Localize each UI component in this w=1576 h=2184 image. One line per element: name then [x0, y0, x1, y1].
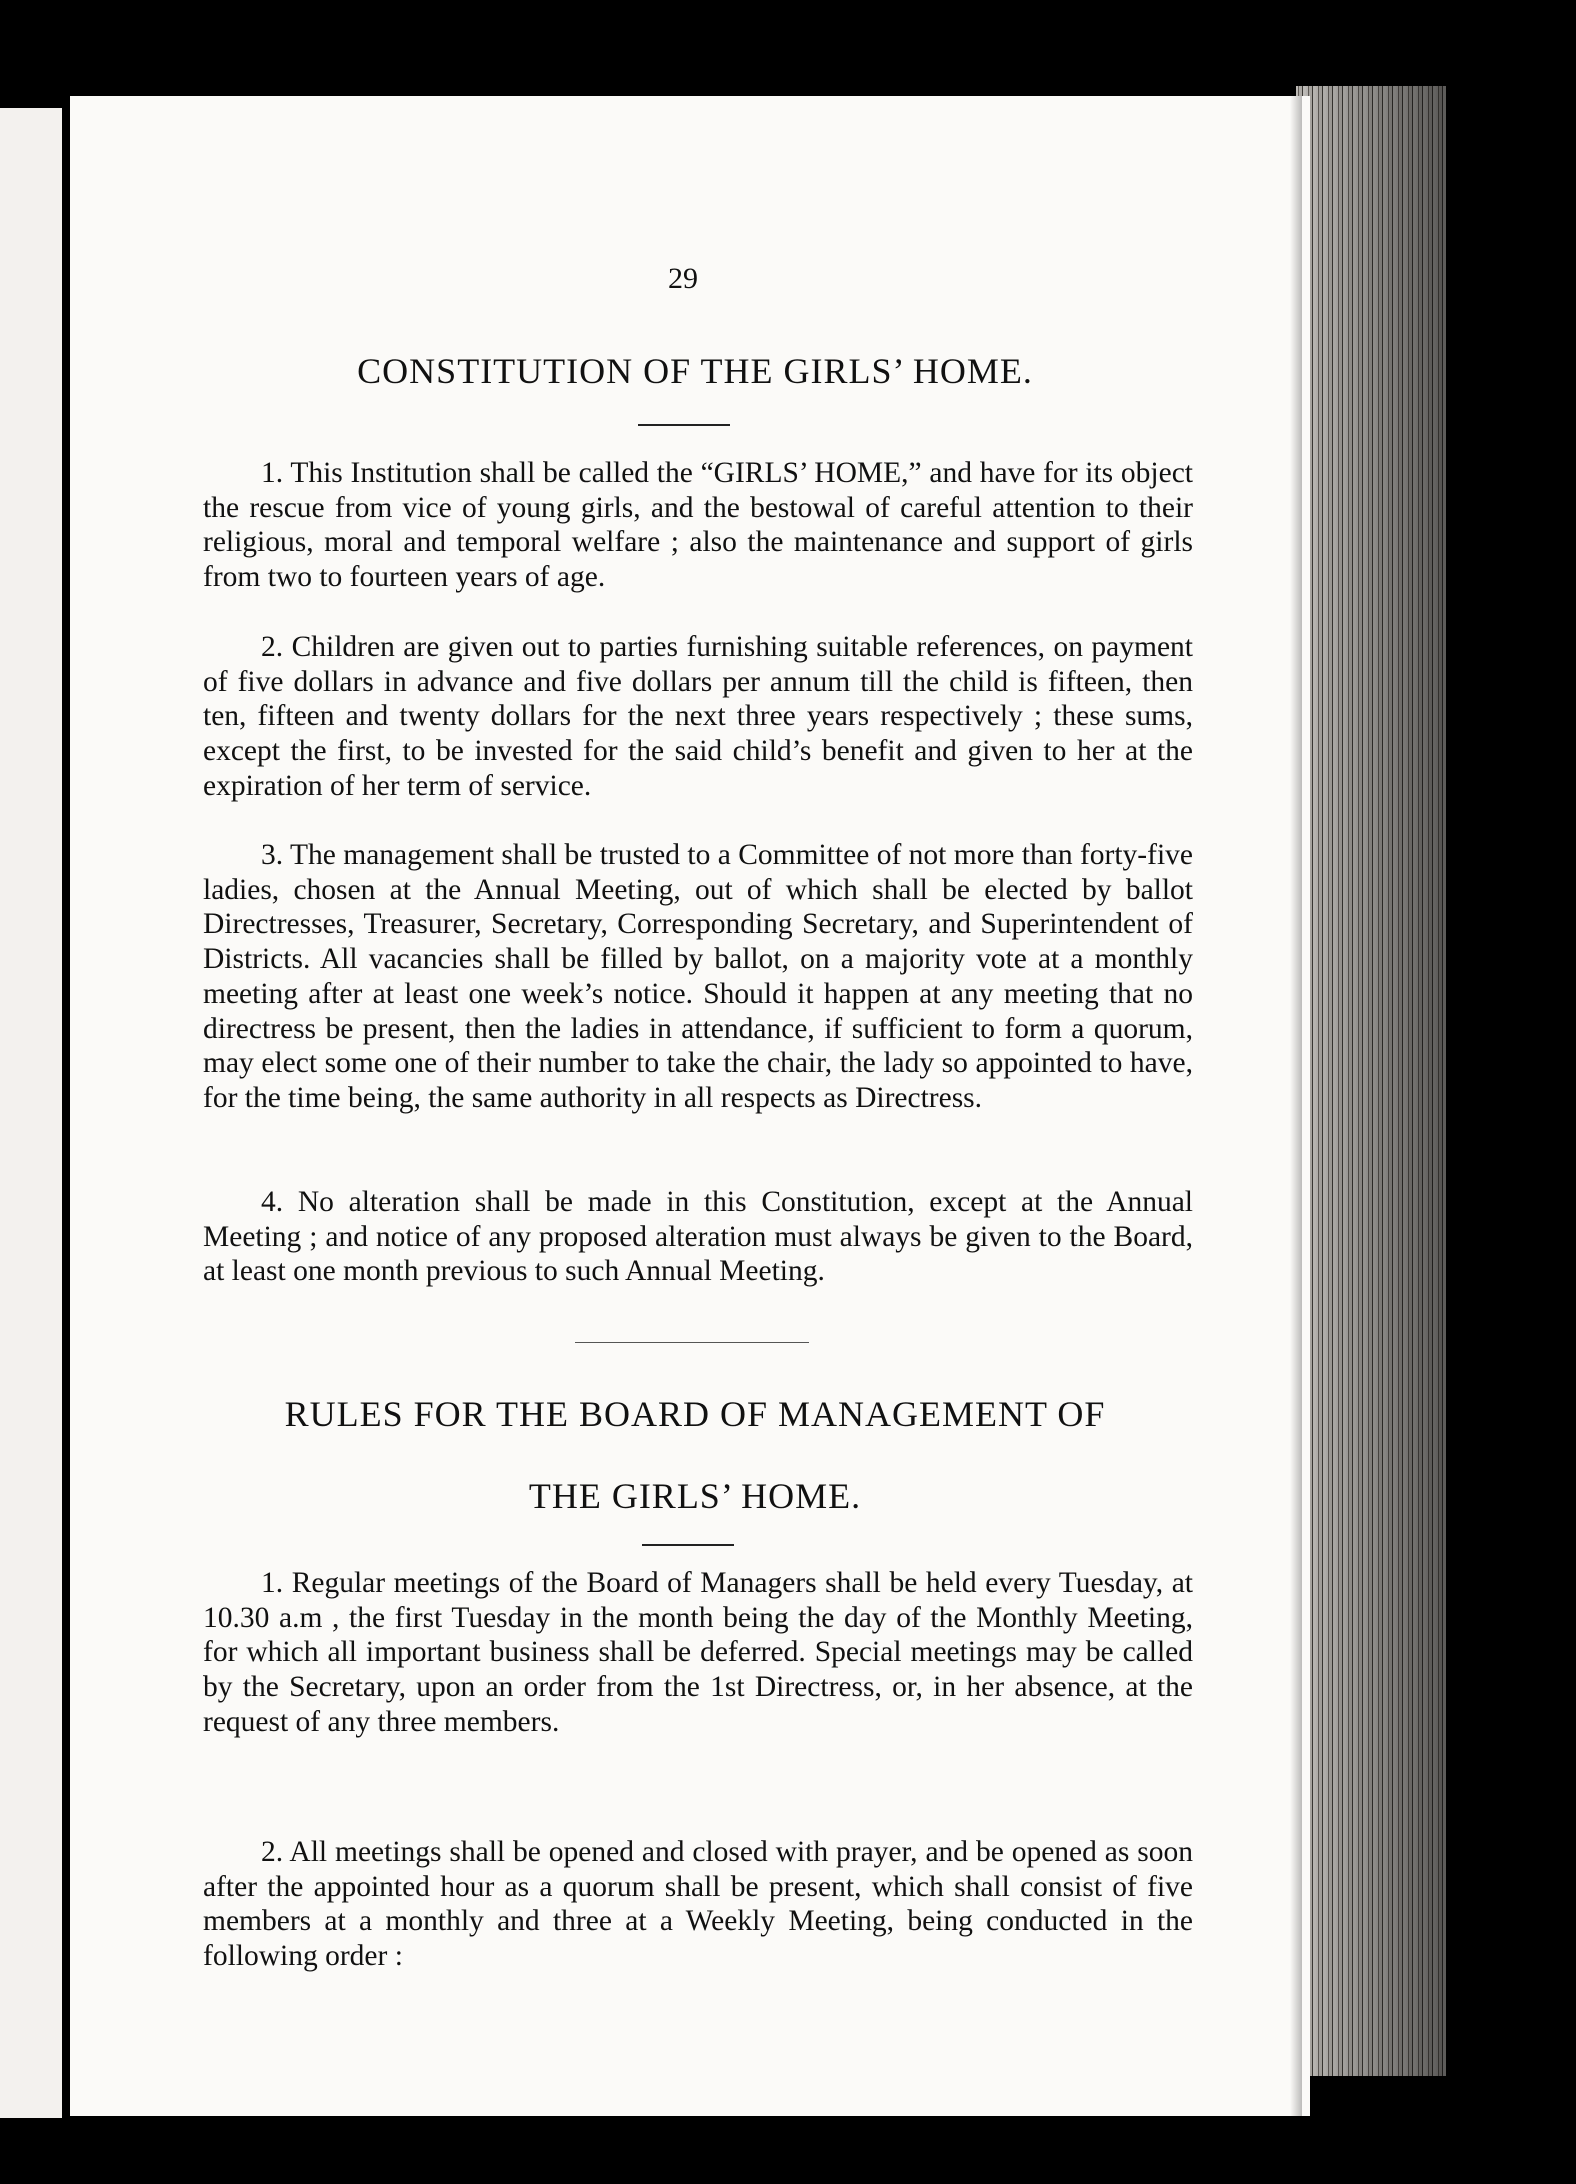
constitution-article-4: 4. No alteration shall be made in this Constitution, except at the Annual Meeting ; and notice of any proposed alteration must always be given to the Board, at least one month previous to such Annual Meeting.	[203, 1186, 1193, 1288]
page-edges-shadow	[1296, 86, 1446, 2076]
rules-title-line-2: THE GIRLS’ HOME.	[528, 1476, 862, 1516]
constitution-title: CONSTITUTION OF THE GIRLS’ HOME.	[357, 351, 1033, 391]
rule-1: 1. Regular meetings of the Board of Managers shall be held every Tuesday, at 10.30 a.m , the first Tuesday in the month being the day of the Monthly Meeting, for which all important business shall be deferred. Special meetings may be called by the Secretary, upon an order from the 1st Directress, or, in her absence, at the request of any three members.	[203, 1567, 1193, 1738]
previous-page-edge	[0, 108, 62, 2118]
constitution-article-1: 1. This Institution shall be called the “GIRLS’ HOME,” and have for its object the rescue from vice of young girls, and the bestowal of careful attention to their religious, moral and temporal welfare ; also the maintenance and support of girls from two to fourteen years of age.	[203, 457, 1193, 594]
section-separator	[575, 1342, 809, 1343]
rules-title-line-1: RULES FOR THE BOARD OF MANAGEMENT OF	[284, 1394, 1106, 1434]
constitution-article-3: 3. The management shall be trusted to a Committee of not more than forty-five ladies, chosen at the Annual Meeting, out of which shall be elected by ballot Directresses, Treasurer, Secretary, Corresponding Secretary, and Superintendent of Districts. All vacancies shall be filled by ballot, on a majority vote at a monthly meeting after at least one week’s notice. Should it happen at any meeting that no directress be present, then the ladies in attendance, if sufficient to form a quorum, may elect some one of their number to take the chair, the lady so appointed to have, for the time being, the same authority in all respects as Directress.	[203, 839, 1193, 1114]
section-divider	[642, 1544, 734, 1546]
page-number: 29	[668, 262, 698, 295]
rule-2: 2. All meetings shall be opened and closed with prayer, and be opened as soon after the appointed hour as a quorum shall be present, which shall consist of five members at a monthly and three at a Weekly Meeting, being conducted in the following order :	[203, 1836, 1193, 1973]
section-divider	[638, 424, 730, 426]
page-gutter-shadow	[1290, 96, 1302, 2116]
constitution-article-2: 2. Children are given out to parties furnishing suitable references, on payment of five dollars in advance and five dollars per annum till the child is fifteen, then ten, fifteen and twenty dollars for the next three years respectively ; these sums, except the first, to be invested for the said child’s benefit and given to her at the expiration of her term of service.	[203, 631, 1193, 802]
